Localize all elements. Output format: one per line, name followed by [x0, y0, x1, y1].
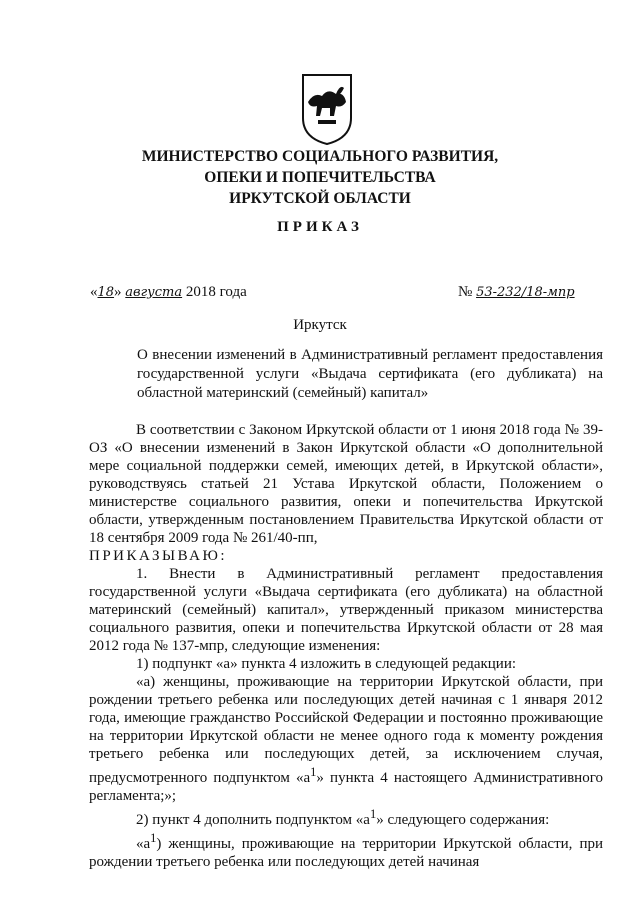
date-close-quote: »	[114, 284, 122, 300]
superscript: 1	[150, 831, 157, 845]
amendment-1-text	[89, 673, 603, 805]
order-date	[90, 284, 247, 301]
ministry-name-line-1: МИНИСТЕРСТВО СОЦИАЛЬНОГО РАЗВИТИЯ,	[141, 148, 499, 165]
amendment-2-part-2: » следующего содержания:	[376, 812, 550, 828]
amendment-2-part-1: 2) пункт 4 дополнить подпунктом «а	[136, 812, 370, 828]
document-title: ПРИКАЗ	[277, 219, 363, 235]
ministry-name-line-2: ОПЕКИ И ПОПЕЧИТЕЛЬСТВА	[204, 169, 436, 186]
order-number	[458, 284, 575, 301]
city: Иркутск	[293, 317, 347, 333]
amendment-2-text-part-1: «а	[136, 836, 151, 852]
amendment-1-text-part-2: » пункта 4 настоящего Административного регламента;»;	[89, 770, 603, 804]
date-year: 2018 года	[185, 284, 247, 300]
preamble-paragraph: В соответствии с Законом Иркутской области от 1 июня 2018 года № 39-ОЗ «О внесении изменений в Закон Иркутской области «О дополнительной мере социальной поддержки семей, имеющих детей, в Иркутской области», руководствуясь статьей 21 Устава Иркутской области, Положением о министерстве социального развития, опеки и попечительства Иркутской области, утвержденным постановлением Правительства Иркутской области от 18 сентября 2009 года № 261/40-пп,	[89, 422, 603, 546]
ministry-name-line-3: ИРКУТСКОЙ ОБЛАСТИ	[229, 190, 411, 207]
superscript: 1	[310, 765, 317, 779]
order-subject: О внесении изменений в Административный регламент предоставления государственной услуги «Выдача сертификата (его дубликата) на областной материнский (семейный) капитал»	[137, 347, 603, 401]
clause-1: 1. Внести в Административный регламент предоставления государственной услуги «Выдача сертификата (его дубликата) на областной материнский (семейный) капитал», утвержденный приказом министерства социального развития, опеки и попечительства Иркутской области от 28 мая 2012 года № 137-мпр, следующие изменения:	[89, 566, 603, 654]
amendment-1-text-part-1: «а) женщины, проживающие на территории Иркутской области, при рождении третьего ребенка или последующих детей начиная с 1 января 2012 года, имеющие гражданство Российской Федерации и постоянно проживающие на территории Иркутской области не менее одного года к моменту рождения третьего ребенка или последующих детей, за исключением случая, предусмотренного подпунктом «а	[89, 674, 603, 786]
coat-of-arms-emblem	[300, 72, 354, 146]
number-prefix: №	[458, 284, 473, 300]
amendment-2-text	[89, 829, 603, 871]
amendment-1: 1) подпункт «а» пункта 4 изложить в следующей редакции:	[136, 656, 517, 672]
number-value: 53-232/18-мпр	[476, 285, 575, 300]
date-open-quote: «	[90, 284, 98, 300]
date-month: августа	[125, 285, 183, 300]
order-word: ПРИКАЗЫВАЮ:	[89, 548, 228, 564]
superscript: 1	[369, 807, 377, 821]
order-body	[89, 421, 603, 871]
date-day: 18	[97, 285, 115, 300]
amendment-2-text-part-2: ) женщины, проживающие на территории Иркутской области, при рождении третьего ребенка или последующих детей начиная	[89, 836, 603, 870]
amendment-2	[89, 805, 603, 829]
